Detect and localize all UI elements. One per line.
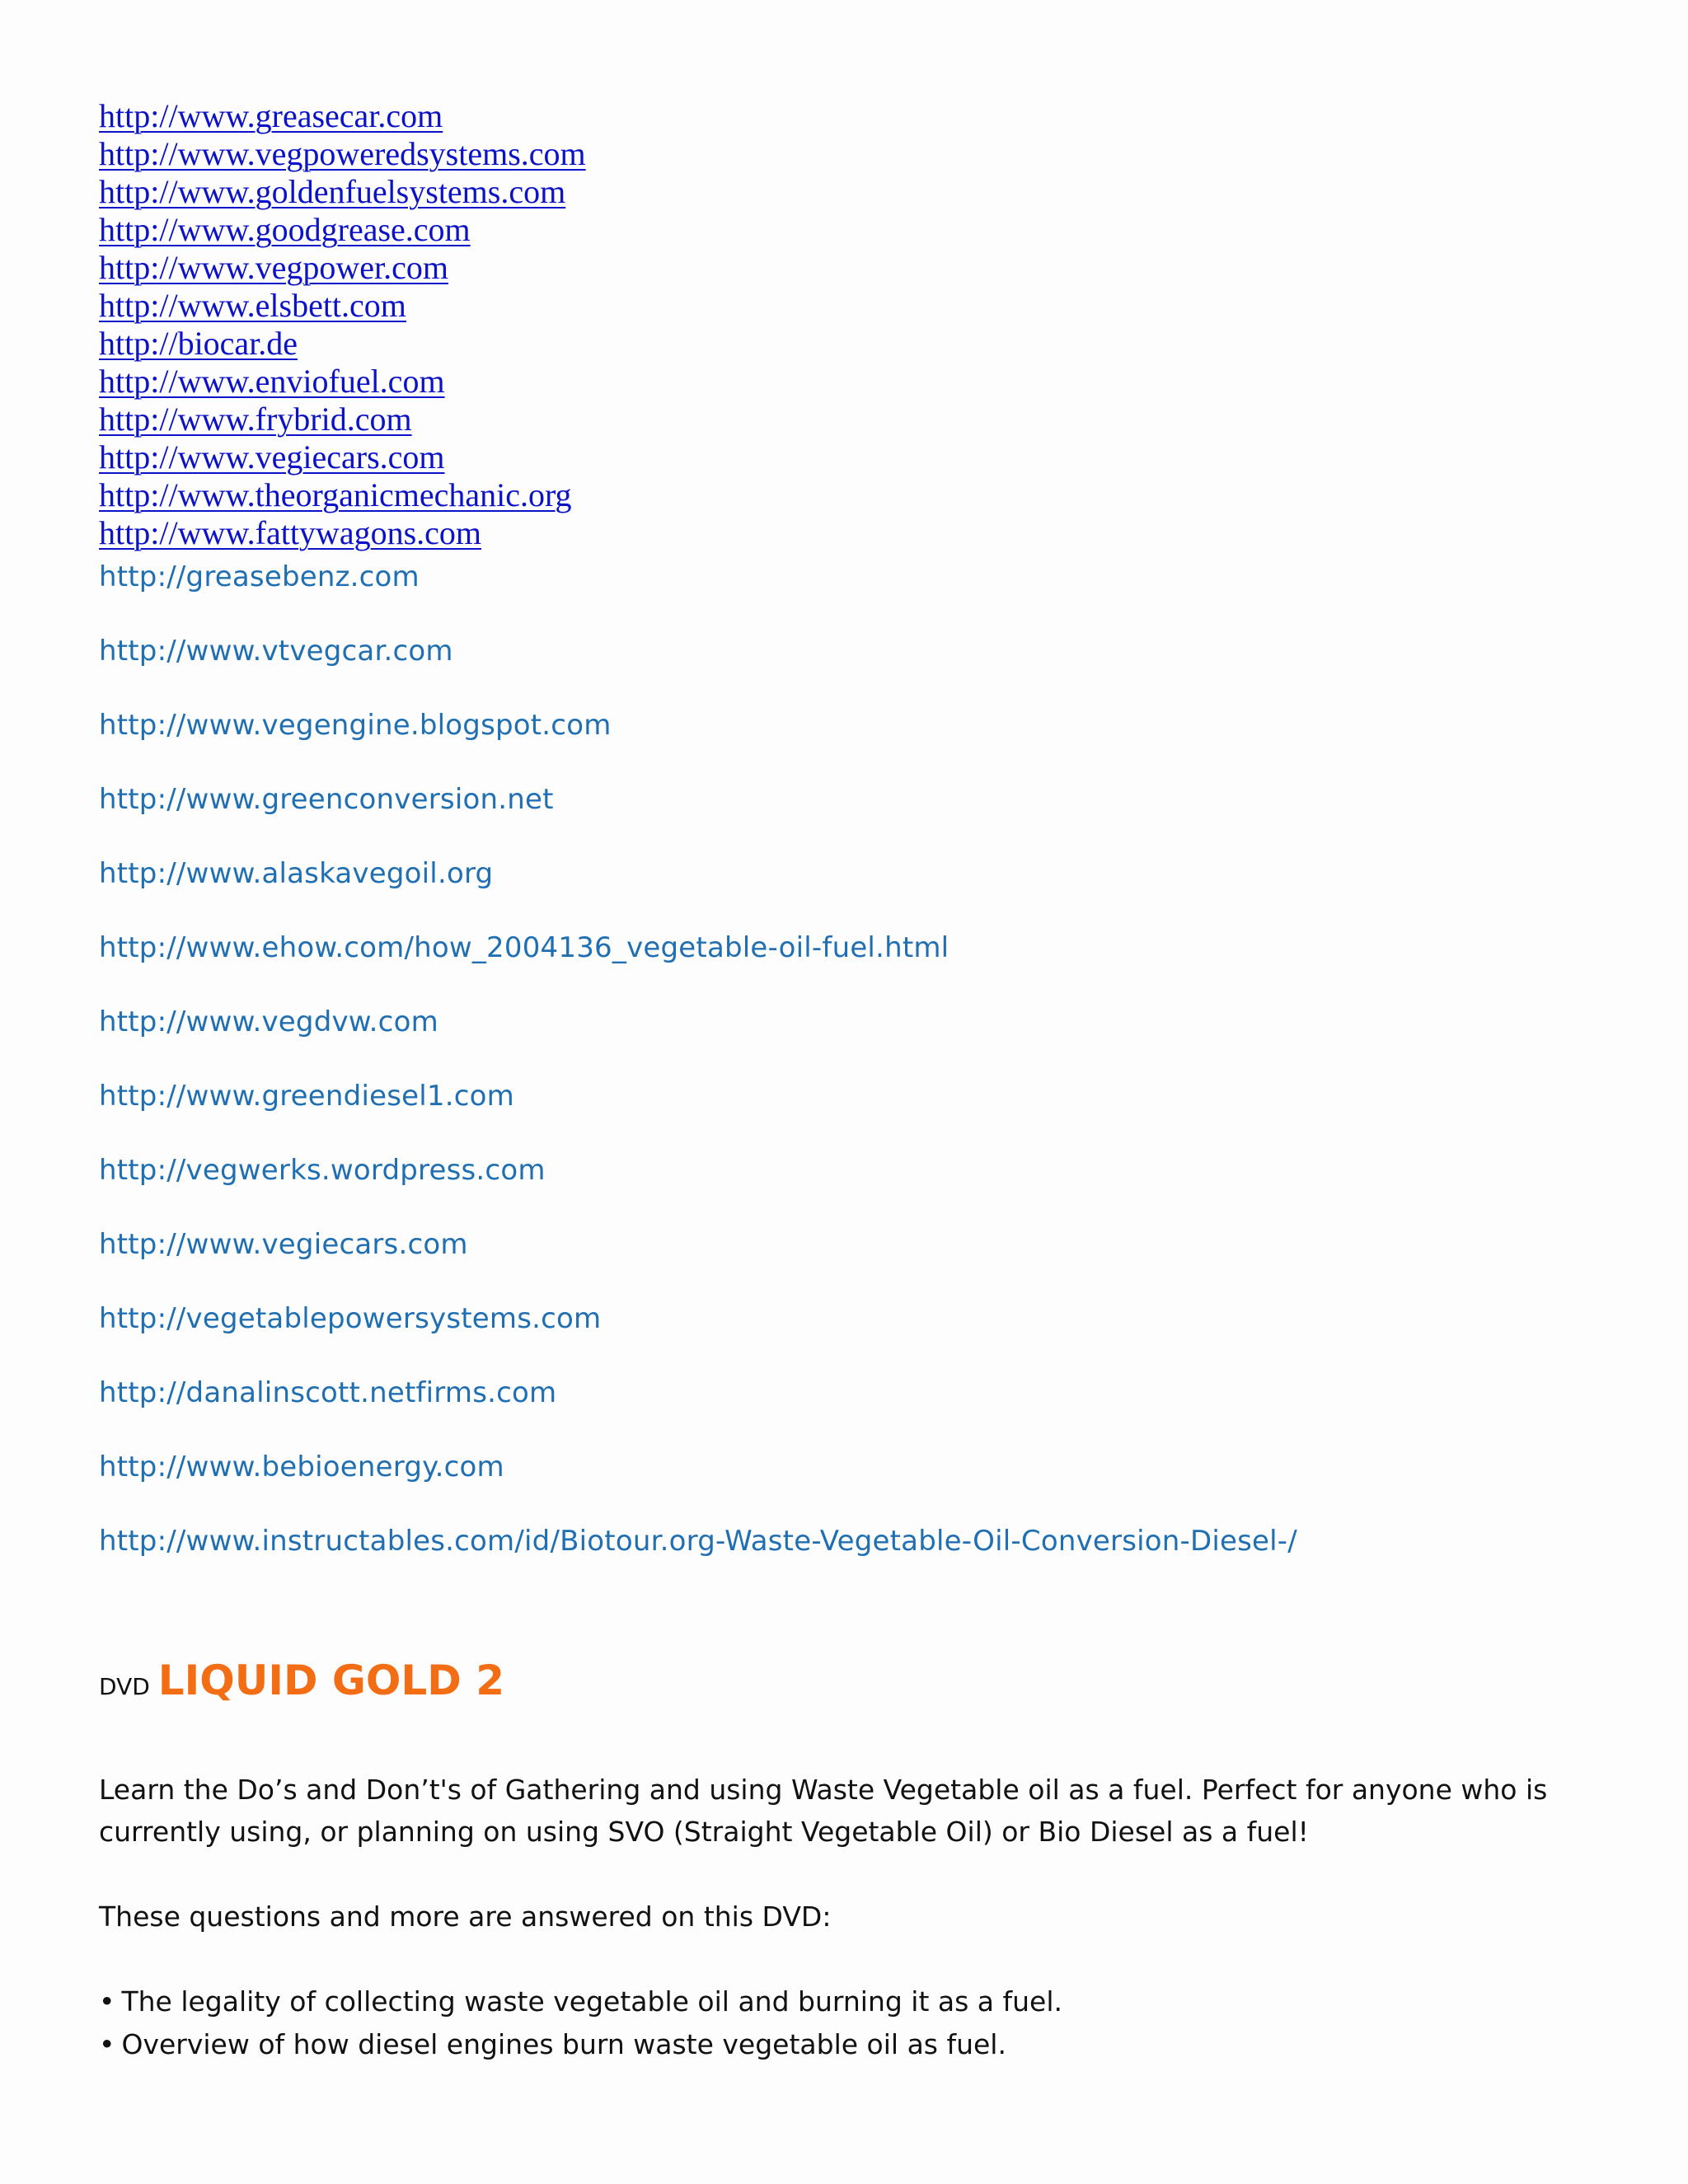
product-intro: Learn the Do’s and Don’t's of Gathering and using Waste Vegetable oil as a fuel. Perfect for anyone who is currently using, or planning on using SVO (Straight Vegetable Oil) or Bio Diesel as a fuel!: [99, 1774, 1548, 1848]
list-item: [99, 1370, 1297, 1444]
link-greendiesel1[interactable]: http://www.greendiesel1.com: [99, 1080, 514, 1113]
bullet-text: Overview of how diesel engines burn waste vegetable oil as fuel.: [121, 2028, 1006, 2060]
link-instructables[interactable]: http://www.instructables.com/id/Biotour.org-Waste-Vegetable-Oil-Conversion-Diesel-/: [99, 1525, 1297, 1558]
list-item: [99, 1221, 1297, 1296]
link-greasecar[interactable]: http://www.greasecar.com: [99, 97, 443, 134]
bullet-text: The legality of collecting waste vegetable oil and burning it as a fuel.: [121, 1985, 1063, 2018]
list-item: [99, 211, 586, 249]
list-item: [99, 1147, 1297, 1221]
list-item: [99, 1518, 1297, 1592]
list-item: [99, 438, 586, 476]
link-elsbett[interactable]: http://www.elsbett.com: [99, 287, 406, 324]
dvd-label: DVD: [99, 1673, 150, 1700]
link-goodgrease[interactable]: http://www.goodgrease.com: [99, 211, 471, 248]
link-enviofuel[interactable]: http://www.enviofuel.com: [99, 363, 445, 400]
list-item: [99, 1296, 1297, 1370]
link-greasebenz[interactable]: http://greasebenz.com: [99, 560, 420, 593]
list-item: [99, 628, 1297, 702]
list-item: [99, 287, 586, 325]
list-item: [99, 925, 1297, 999]
list-item: [99, 514, 586, 552]
list-item: [99, 135, 586, 173]
questions-intro: These questions and more are answered on this DVD:: [99, 1900, 832, 1933]
product-title: LIQUID GOLD 2: [157, 1657, 504, 1704]
link-theorganicmechanic[interactable]: http://www.theorganicmechanic.org: [99, 476, 572, 513]
list-item: [99, 1980, 1062, 2023]
link-ehow[interactable]: http://www.ehow.com/how_2004136_vegetable-oil-fuel.html: [99, 931, 950, 964]
link-alaskavegoil[interactable]: http://www.alaskavegoil.org: [99, 857, 494, 890]
link-greenconversion[interactable]: http://www.greenconversion.net: [99, 783, 554, 816]
list-item: [99, 1444, 1297, 1518]
list-item: [99, 97, 586, 135]
list-item: [99, 776, 1297, 851]
list-item: [99, 1073, 1297, 1147]
link-vegwerks[interactable]: http://vegwerks.wordpress.com: [99, 1154, 546, 1187]
link-vegpower[interactable]: http://www.vegpower.com: [99, 249, 449, 286]
product-heading: [99, 1657, 504, 1704]
link-vegetablepowersystems[interactable]: http://vegetablepowersystems.com: [99, 1302, 602, 1335]
list-item: [99, 363, 586, 401]
link-vegiecars-2[interactable]: http://www.vegiecars.com: [99, 1228, 468, 1261]
bullet-list: [99, 1980, 1062, 2066]
bullet-icon: •: [99, 1985, 115, 2018]
link-vegpoweredsystems[interactable]: http://www.vegpoweredsystems.com: [99, 135, 586, 172]
bullet-icon: •: [99, 2028, 115, 2060]
link-bebioenergy[interactable]: http://www.bebioenergy.com: [99, 1451, 504, 1483]
link-biocar[interactable]: http://biocar.de: [99, 325, 298, 362]
link-vegengine[interactable]: http://www.vegengine.blogspot.com: [99, 709, 612, 742]
list-item: [99, 173, 586, 211]
list-item: [99, 999, 1297, 1073]
link-frybrid[interactable]: http://www.frybrid.com: [99, 401, 412, 438]
link-fattywagons[interactable]: http://www.fattywagons.com: [99, 514, 482, 551]
link-vtvegcar[interactable]: http://www.vtvegcar.com: [99, 635, 453, 668]
serif-link-list: [99, 97, 586, 552]
list-item: [99, 249, 586, 287]
list-item: [99, 2023, 1062, 2066]
list-item: [99, 401, 586, 438]
list-item: [99, 851, 1297, 925]
link-danalinscott[interactable]: http://danalinscott.netfirms.com: [99, 1376, 557, 1409]
sans-link-list: [99, 554, 1297, 1592]
list-item: [99, 554, 1297, 628]
link-goldenfuelsystems[interactable]: http://www.goldenfuelsystems.com: [99, 173, 566, 210]
link-vegiecars[interactable]: http://www.vegiecars.com: [99, 438, 445, 476]
list-item: [99, 702, 1297, 776]
link-vegdvw[interactable]: http://www.vegdvw.com: [99, 1005, 438, 1038]
list-item: [99, 325, 586, 363]
list-item: [99, 476, 586, 514]
